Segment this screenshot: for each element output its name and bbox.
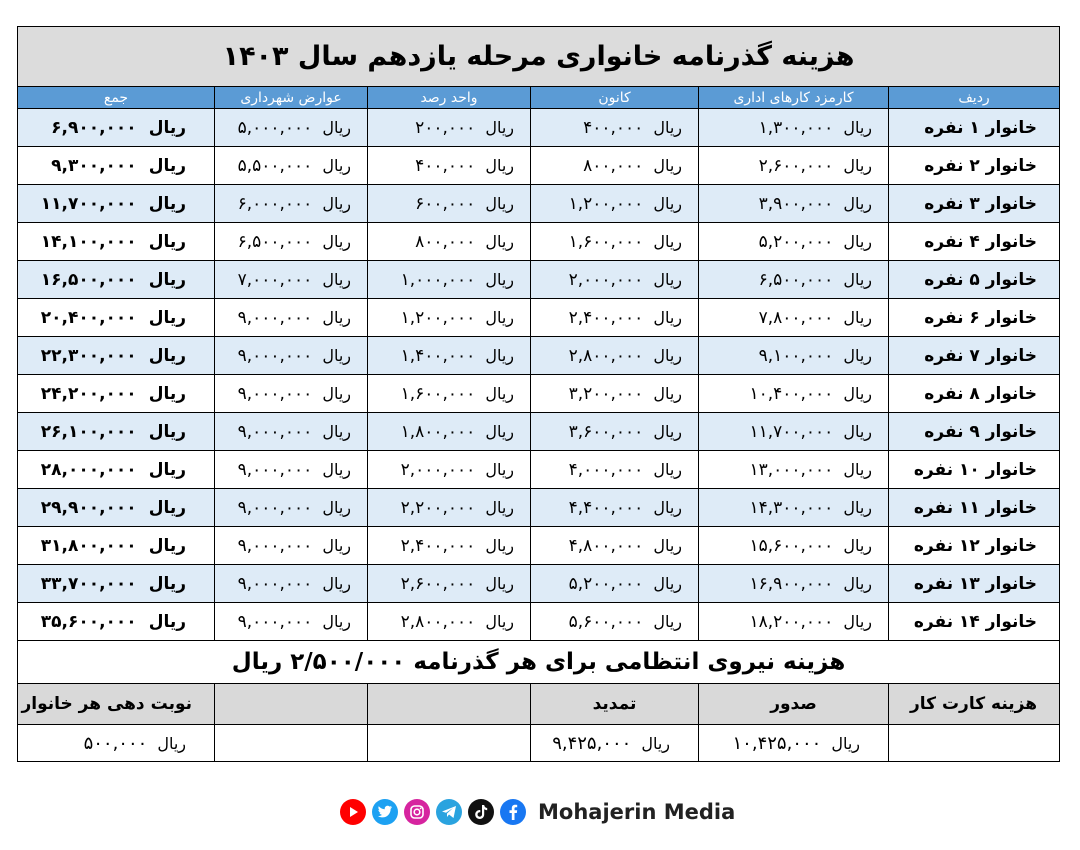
amount-value: ۲,۲۰۰,۰۰۰ [400,497,476,518]
currency-label: ریال [843,193,872,213]
currency-label: ریال [322,611,351,631]
amount-value: ۴۰۰,۰۰۰ [415,155,476,176]
cell-admin-fee [699,299,889,337]
cell-kanoon [531,451,699,489]
cell-municipality [215,223,368,261]
cell-total [18,299,215,337]
amount-value: ۹,۱۰۰,۰۰۰ [758,345,834,366]
cell-kanoon [531,375,699,413]
currency-label: ریال [653,231,682,251]
currency-label: ریال [322,535,351,555]
cell-observation [368,451,531,489]
cell-observation [368,185,531,223]
amount-value: ۲۰۰,۰۰۰ [415,117,476,138]
currency-label: ریال [843,383,872,403]
table-row [18,147,1060,185]
currency-label: ریال [485,307,514,327]
tiktok-icon[interactable] [468,799,494,825]
cell-municipality [215,261,368,299]
amount-value: ۲,۶۰۰,۰۰۰ [758,155,834,176]
amount-value: ۲,۰۰۰,۰۰۰ [400,459,476,480]
cell-admin-fee [699,185,889,223]
amount-value: ۱,۶۰۰,۰۰۰ [400,383,476,404]
currency-label: ریال [322,573,351,593]
page-title: هزینه گذرنامه خانواری مرحله یازدهم سال ۱۴۰۳ [18,27,1060,87]
card-fee-header-row [18,684,1060,725]
currency-label: ریال [148,193,186,214]
twitter-icon[interactable] [372,799,398,825]
row-label: خانوار ۸ نفره [889,375,1060,413]
amount-value: ۹,۰۰۰,۰۰۰ [237,535,313,556]
currency-label: ریال [843,269,872,289]
amount-value: ۹,۴۲۵,۰۰۰ [552,732,632,754]
amount-value: ۸۰۰,۰۰۰ [415,231,476,252]
cell-admin-fee [699,223,889,261]
cell-municipality [215,489,368,527]
cell-issue [699,725,889,762]
amount-value: ۱۴,۱۰۰,۰۰۰ [40,231,137,252]
amount-value: ۲۲,۳۰۰,۰۰۰ [40,345,137,366]
amount-value: ۹,۰۰۰,۰۰۰ [237,459,313,480]
amount-value: ۹,۰۰۰,۰۰۰ [237,497,313,518]
currency-label: ریال [485,155,514,175]
table-row [18,489,1060,527]
cell-municipality [215,109,368,147]
currency-label: ریال [843,307,872,327]
currency-label: ریال [831,733,860,753]
amount-value: ۹,۰۰۰,۰۰۰ [237,345,313,366]
card-fee-label: هزینه کارت کار [889,684,1060,725]
cell-kanoon [531,185,699,223]
amount-value: ۱۰,۴۰۰,۰۰۰ [749,383,834,404]
amount-value: ۶,۵۰۰,۰۰۰ [758,269,834,290]
currency-label: ریال [157,733,186,753]
cell-admin-fee [699,565,889,603]
currency-label: ریال [322,117,351,137]
cell-observation [368,337,531,375]
currency-label: ریال [653,497,682,517]
amount-value: ۱۵,۶۰۰,۰۰۰ [749,535,834,556]
amount-value: ۵,۵۰۰,۰۰۰ [237,155,313,176]
currency-label: ریال [322,155,351,175]
currency-label: ریال [148,421,186,442]
amount-value: ۴,۴۰۰,۰۰۰ [568,497,644,518]
cell-municipality [215,603,368,641]
cell-observation [368,603,531,641]
currency-label: ریال [653,269,682,289]
amount-value: ۵,۰۰۰,۰۰۰ [237,117,313,138]
cell-observation [368,261,531,299]
amount-value: ۳,۹۰۰,۰۰۰ [758,193,834,214]
amount-value: ۲۴,۲۰۰,۰۰۰ [40,383,137,404]
amount-value: ۱,۲۰۰,۰۰۰ [400,307,476,328]
cell-observation [368,565,531,603]
cell-total [18,451,215,489]
footer [340,797,735,827]
empty-cell [215,684,368,725]
amount-value: ۱,۲۰۰,۰۰۰ [568,193,644,214]
amount-value: ۹,۰۰۰,۰۰۰ [237,307,313,328]
instagram-icon[interactable] [404,799,430,825]
amount-value: ۱,۴۰۰,۰۰۰ [400,345,476,366]
table-row [18,451,1060,489]
cell-kanoon [531,603,699,641]
row-label: خانوار ۱۴ نفره [889,603,1060,641]
cell-admin-fee [699,109,889,147]
currency-label: ریال [653,535,682,555]
cell-observation [368,413,531,451]
cell-renew [531,725,699,762]
amount-value: ۵۰۰,۰۰۰ [83,732,148,754]
currency-label: ریال [148,459,186,480]
amount-value: ۹,۳۰۰,۰۰۰ [51,155,137,176]
amount-value: ۲,۰۰۰,۰۰۰ [568,269,644,290]
amount-value: ۱,۸۰۰,۰۰۰ [400,421,476,442]
header-appointment: نوبت دهی هر خانوار [18,684,215,725]
header-municipality: عوارض شهرداری [215,87,368,109]
currency-label: ریال [148,611,186,632]
table-row [18,337,1060,375]
header-kanoon: کانون [531,87,699,109]
row-label: خانوار ۵ نفره [889,261,1060,299]
amount-value: ۱,۶۰۰,۰۰۰ [568,231,644,252]
cell-appointment [18,725,215,762]
currency-label: ریال [148,345,186,366]
amount-value: ۲۰,۴۰۰,۰۰۰ [40,307,137,328]
cell-municipality [215,337,368,375]
amount-value: ۹,۰۰۰,۰۰۰ [237,611,313,632]
header-issue: صدور [699,684,889,725]
amount-value: ۲,۴۰۰,۰۰۰ [568,307,644,328]
table-row [18,223,1060,261]
currency-label: ریال [322,421,351,441]
cell-kanoon [531,337,699,375]
currency-label: ریال [653,459,682,479]
currency-label: ریال [148,383,186,404]
cell-total [18,109,215,147]
currency-label: ریال [843,345,872,365]
amount-value: ۶۰۰,۰۰۰ [415,193,476,214]
currency-label: ریال [653,345,682,365]
cell-total [18,261,215,299]
cell-admin-fee [699,489,889,527]
amount-value: ۱۱,۷۰۰,۰۰۰ [749,421,834,442]
currency-label: ریال [485,117,514,137]
currency-label: ریال [843,535,872,555]
amount-value: ۲,۸۰۰,۰۰۰ [400,611,476,632]
amount-value: ۵,۲۰۰,۰۰۰ [568,573,644,594]
cell-kanoon [531,109,699,147]
currency-label: ریال [322,345,351,365]
amount-value: ۱,۰۰۰,۰۰۰ [400,269,476,290]
currency-label: ریال [322,459,351,479]
cell-municipality [215,527,368,565]
cell-admin-fee [699,337,889,375]
amount-value: ۲,۸۰۰,۰۰۰ [568,345,644,366]
passport-fee-table [17,26,1060,762]
cell-municipality [215,375,368,413]
table-row [18,375,1060,413]
cell-admin-fee [699,261,889,299]
currency-label: ریال [485,345,514,365]
police-fee-row [18,641,1060,684]
amount-value: ۲۹,۹۰۰,۰۰۰ [40,497,137,518]
currency-label: ریال [485,231,514,251]
cell-total [18,603,215,641]
currency-label: ریال [843,573,872,593]
cell-admin-fee [699,527,889,565]
currency-label: ریال [485,573,514,593]
table-row [18,185,1060,223]
row-label: خانوار ۱۰ نفره [889,451,1060,489]
currency-label: ریال [148,307,186,328]
amount-value: ۱۴,۳۰۰,۰۰۰ [749,497,834,518]
row-label: خانوار ۲ نفره [889,147,1060,185]
currency-label: ریال [485,497,514,517]
table-row [18,299,1060,337]
empty-cell [889,725,1060,762]
amount-value: ۴۰۰,۰۰۰ [583,117,644,138]
cell-municipality [215,565,368,603]
cell-total [18,489,215,527]
cell-municipality [215,299,368,337]
row-label: خانوار ۱۱ نفره [889,489,1060,527]
cell-municipality [215,147,368,185]
amount-value: ۲,۴۰۰,۰۰۰ [400,535,476,556]
currency-label: ریال [653,421,682,441]
youtube-icon[interactable] [340,799,366,825]
row-label: خانوار ۱۳ نفره [889,565,1060,603]
cell-kanoon [531,261,699,299]
amount-value: ۹,۰۰۰,۰۰۰ [237,421,313,442]
currency-label: ریال [843,421,872,441]
amount-value: ۶,۵۰۰,۰۰۰ [237,231,313,252]
cell-total [18,375,215,413]
currency-label: ریال [148,231,186,252]
cell-admin-fee [699,451,889,489]
table-row [18,603,1060,641]
cell-municipality [215,413,368,451]
amount-value: ۷,۸۰۰,۰۰۰ [758,307,834,328]
fee-sheet [17,26,1059,762]
amount-value: ۴,۸۰۰,۰۰۰ [568,535,644,556]
currency-label: ریال [653,117,682,137]
table-row [18,261,1060,299]
currency-label: ریال [148,155,186,176]
currency-label: ریال [653,611,682,631]
amount-value: ۳۵,۶۰۰,۰۰۰ [40,611,137,632]
amount-value: ۲,۶۰۰,۰۰۰ [400,573,476,594]
cell-observation [368,109,531,147]
currency-label: ریال [322,307,351,327]
currency-label: ریال [148,535,186,556]
amount-value: ۱,۳۰۰,۰۰۰ [758,117,834,138]
cell-admin-fee [699,603,889,641]
currency-label: ریال [148,497,186,518]
amount-value: ۳۱,۸۰۰,۰۰۰ [40,535,137,556]
currency-label: ریال [843,611,872,631]
currency-label: ریال [843,155,872,175]
currency-label: ریال [485,193,514,213]
cell-observation [368,489,531,527]
cell-total [18,337,215,375]
cell-kanoon [531,299,699,337]
cell-total [18,413,215,451]
currency-label: ریال [485,535,514,555]
amount-value: ۵,۶۰۰,۰۰۰ [568,611,644,632]
amount-value: ۴,۰۰۰,۰۰۰ [568,459,644,480]
currency-label: ریال [485,611,514,631]
cell-kanoon [531,565,699,603]
amount-value: ۲۸,۰۰۰,۰۰۰ [40,459,137,480]
currency-label: ریال [485,383,514,403]
empty-cell [368,725,531,762]
cell-municipality [215,451,368,489]
row-label: خانوار ۱۲ نفره [889,527,1060,565]
table-row [18,527,1060,565]
cell-total [18,185,215,223]
amount-value: ۱۶,۹۰۰,۰۰۰ [749,573,834,594]
cell-observation [368,375,531,413]
cell-kanoon [531,527,699,565]
currency-label: ریال [653,383,682,403]
row-label: خانوار ۹ نفره [889,413,1060,451]
card-fee-values-row [18,725,1060,762]
cell-total [18,565,215,603]
currency-label: ریال [322,383,351,403]
amount-value: ۱۶,۵۰۰,۰۰۰ [40,269,137,290]
currency-label: ریال [148,269,186,290]
cell-admin-fee [699,147,889,185]
facebook-icon[interactable] [500,799,526,825]
header-admin-fee: کارمزد کارهای اداری [699,87,889,109]
amount-value: ۶,۹۰۰,۰۰۰ [51,117,137,138]
amount-value: ۷,۰۰۰,۰۰۰ [237,269,313,290]
table-row [18,413,1060,451]
cell-observation [368,223,531,261]
cell-observation [368,299,531,337]
amount-value: ۹,۰۰۰,۰۰۰ [237,383,313,404]
amount-value: ۳,۲۰۰,۰۰۰ [568,383,644,404]
currency-label: ریال [322,269,351,289]
amount-value: ۳۳,۷۰۰,۰۰۰ [40,573,137,594]
currency-label: ریال [485,269,514,289]
currency-label: ریال [843,117,872,137]
cell-total [18,223,215,261]
currency-label: ریال [485,421,514,441]
currency-label: ریال [148,117,186,138]
amount-value: ۵,۲۰۰,۰۰۰ [758,231,834,252]
empty-cell [215,725,368,762]
currency-label: ریال [653,193,682,213]
amount-value: ۹,۰۰۰,۰۰۰ [237,573,313,594]
cell-admin-fee [699,413,889,451]
currency-label: ریال [485,459,514,479]
police-fee-note: هزینه نیروی انتظامی برای هر گذرنامه ۲/۵۰۰/۰۰۰ ریال [18,641,1060,684]
currency-label: ریال [322,231,351,251]
currency-label: ریال [843,231,872,251]
amount-value: ۳,۶۰۰,۰۰۰ [568,421,644,442]
cell-observation [368,527,531,565]
table-row [18,565,1060,603]
currency-label: ریال [322,193,351,213]
header-row: ردیف [889,87,1060,109]
cell-kanoon [531,223,699,261]
cell-total [18,147,215,185]
amount-value: ۱۱,۷۰۰,۰۰۰ [40,193,137,214]
amount-value: ۱۳,۰۰۰,۰۰۰ [749,459,834,480]
amount-value: ۱۰,۴۲۵,۰۰۰ [732,732,822,754]
row-label: خانوار ۶ نفره [889,299,1060,337]
table-row [18,109,1060,147]
telegram-icon[interactable] [436,799,462,825]
cell-kanoon [531,413,699,451]
cell-kanoon [531,489,699,527]
currency-label: ریال [148,573,186,594]
currency-label: ریال [653,573,682,593]
currency-label: ریال [653,155,682,175]
column-header-row [18,87,1060,109]
header-observation: واحد رصد [368,87,531,109]
row-label: خانوار ۷ نفره [889,337,1060,375]
currency-label: ریال [322,497,351,517]
amount-value: ۶,۰۰۰,۰۰۰ [237,193,313,214]
cell-observation [368,147,531,185]
row-label: خانوار ۳ نفره [889,185,1060,223]
currency-label: ریال [843,459,872,479]
header-renew: تمدید [531,684,699,725]
row-label: خانوار ۱ نفره [889,109,1060,147]
header-total: جمع [18,87,215,109]
amount-value: ۸۰۰,۰۰۰ [583,155,644,176]
brand-name: Mohajerin Media [538,800,736,824]
row-label: خانوار ۴ نفره [889,223,1060,261]
cell-kanoon [531,147,699,185]
currency-label: ریال [843,497,872,517]
cell-admin-fee [699,375,889,413]
cell-municipality [215,185,368,223]
currency-label: ریال [641,733,670,753]
currency-label: ریال [653,307,682,327]
amount-value: ۱۸,۲۰۰,۰۰۰ [749,611,834,632]
amount-value: ۲۶,۱۰۰,۰۰۰ [40,421,137,442]
empty-cell [368,684,531,725]
cell-total [18,527,215,565]
